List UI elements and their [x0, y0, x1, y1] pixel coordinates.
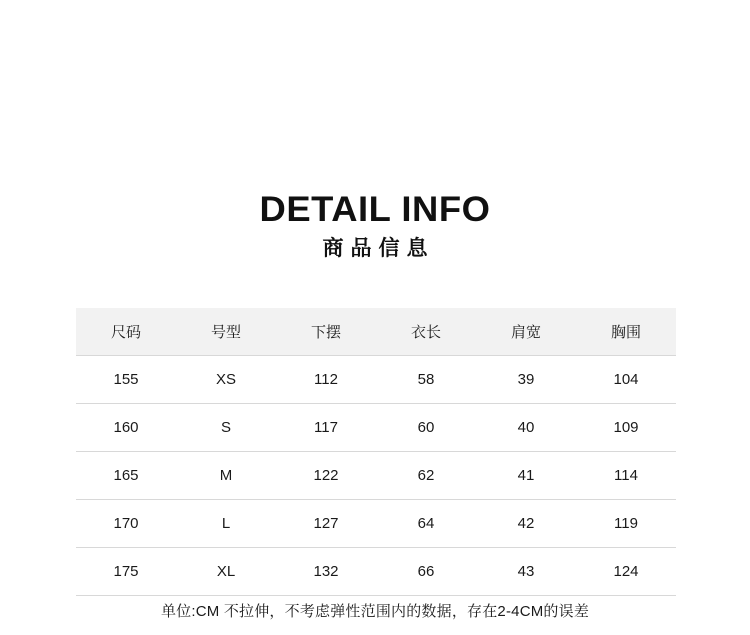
- table-cell: 60: [376, 404, 476, 452]
- table-cell: 64: [376, 500, 476, 548]
- table-cell: XS: [176, 356, 276, 404]
- size-table-wrap: [76, 308, 676, 596]
- table-cell: 43: [476, 548, 576, 596]
- table-cell: 66: [376, 548, 476, 596]
- table-column-header: 尺码: [110, 324, 141, 341]
- table-row: [76, 356, 676, 404]
- size-table-head: [76, 308, 676, 356]
- size-table-body: [76, 356, 676, 596]
- table-row: [76, 500, 676, 548]
- size-table: [76, 308, 676, 596]
- page-subtitle: 商品信息: [322, 237, 435, 260]
- table-cell: 62: [376, 452, 476, 500]
- title-block: [0, 190, 750, 262]
- table-cell: 127: [276, 500, 376, 548]
- table-row: [76, 404, 676, 452]
- table-column-header: 胸围: [610, 324, 641, 341]
- table-cell: 175: [76, 548, 176, 596]
- table-cell: 160: [76, 404, 176, 452]
- table-cell: 42: [476, 500, 576, 548]
- table-column-header: 下摆: [310, 324, 341, 341]
- table-cell: 104: [576, 356, 676, 404]
- table-cell: 170: [76, 500, 176, 548]
- table-cell: 39: [476, 356, 576, 404]
- table-cell: 109: [576, 404, 676, 452]
- table-cell: 132: [276, 548, 376, 596]
- table-row: [76, 452, 676, 500]
- table-cell: 40: [476, 404, 576, 452]
- table-cell: 155: [76, 356, 176, 404]
- table-column-header: 肩宽: [510, 324, 541, 341]
- table-cell: 124: [576, 548, 676, 596]
- table-cell: 119: [576, 500, 676, 548]
- table-cell: 112: [276, 356, 376, 404]
- table-cell: 117: [276, 404, 376, 452]
- measurement-note: 单位:CM 不拉伸，不考虑弹性范围内的数据，存在2-4CM的误差: [160, 603, 590, 620]
- table-row: [76, 548, 676, 596]
- table-cell: 114: [576, 452, 676, 500]
- table-cell: XL: [176, 548, 276, 596]
- table-cell: 58: [376, 356, 476, 404]
- table-cell: 122: [276, 452, 376, 500]
- table-cell: M: [176, 452, 276, 500]
- page-title: DETAIL INFO: [259, 190, 491, 229]
- table-cell: L: [176, 500, 276, 548]
- table-cell: S: [176, 404, 276, 452]
- table-header-row: [76, 308, 676, 356]
- table-cell: 165: [76, 452, 176, 500]
- table-column-header: 号型: [210, 324, 241, 341]
- table-column-header: 衣长: [410, 324, 441, 341]
- table-cell: 41: [476, 452, 576, 500]
